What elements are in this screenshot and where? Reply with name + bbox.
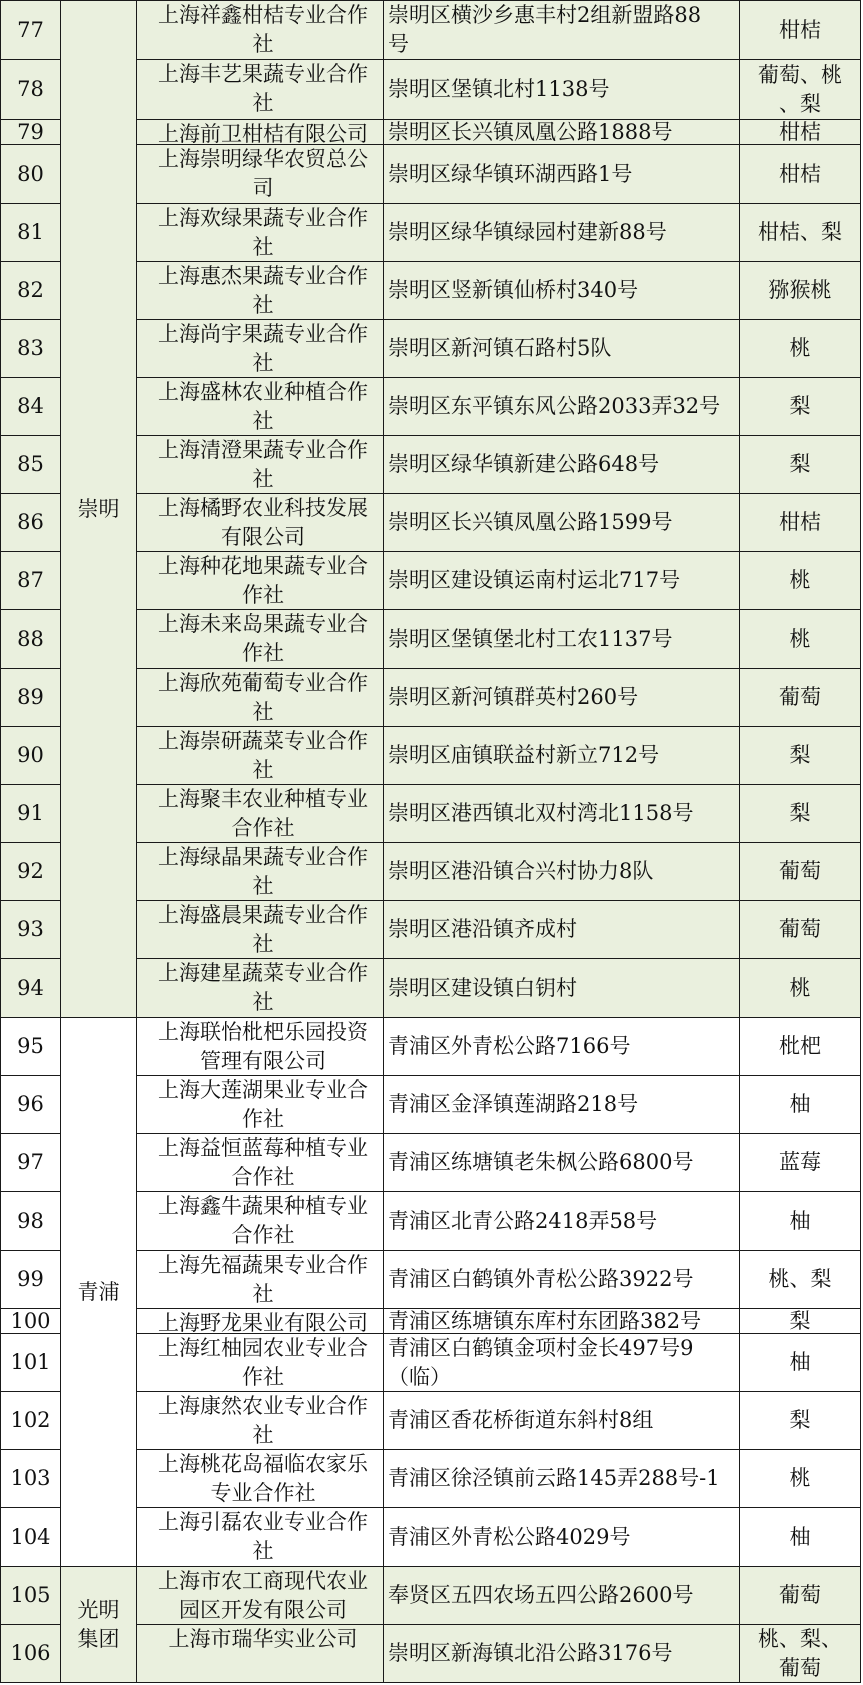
address-cell: 崇明区庙镇联益村新立712号 <box>384 727 740 785</box>
fruit-type-cell: 梨 <box>740 1309 861 1334</box>
company-name-cell: 上海欣苑葡萄专业合作 社 <box>137 669 384 727</box>
row-number: 90 <box>0 727 61 785</box>
row-number: 94 <box>0 959 61 1018</box>
fruit-type-cell: 桃 <box>740 959 861 1018</box>
fruit-type-cell: 葡萄 <box>740 901 861 959</box>
row-number: 102 <box>0 1392 61 1450</box>
row-number: 88 <box>0 610 61 669</box>
address-cell: 崇明区新河镇群英村260号 <box>384 669 740 727</box>
row-number: 84 <box>0 378 61 436</box>
fruit-type-cell: 梨 <box>740 1392 861 1450</box>
row-number: 97 <box>0 1134 61 1192</box>
address-cell: 青浦区北青公路2418弄58号 <box>384 1192 740 1251</box>
row-number: 83 <box>0 320 61 378</box>
company-name-cell: 上海前卫柑桔有限公司 <box>137 120 384 145</box>
address-cell: 崇明区竖新镇仙桥村340号 <box>384 262 740 320</box>
fruit-type-cell: 梨 <box>740 727 861 785</box>
row-number: 99 <box>0 1251 61 1309</box>
row-number: 96 <box>0 1076 61 1134</box>
fruit-type-cell: 蓝莓 <box>740 1134 861 1192</box>
address-cell: 崇明区港沿镇齐成村 <box>384 901 740 959</box>
address-cell: 崇明区绿华镇新建公路648号 <box>384 436 740 494</box>
company-name-cell: 上海大莲湖果业专业合 作社 <box>137 1076 384 1134</box>
address-cell: 崇明区绿华镇环湖西路1号 <box>384 145 740 204</box>
address-cell: 青浦区白鹤镇金项村金长497号9 （临） <box>384 1334 740 1392</box>
address-cell: 青浦区白鹤镇外青松公路3922号 <box>384 1251 740 1309</box>
address-cell: 奉贤区五四农场五四公路2600号 <box>384 1567 740 1625</box>
company-name-cell: 上海联怡枇杷乐园投资 管理有限公司 <box>137 1018 384 1076</box>
company-name-cell: 上海未来岛果蔬专业合 作社 <box>137 610 384 669</box>
row-number: 101 <box>0 1334 61 1392</box>
row-number: 92 <box>0 843 61 901</box>
address-cell: 崇明区港沿镇合兴村协力8队 <box>384 843 740 901</box>
company-name-cell: 上海桃花岛福临农家乐 专业合作社 <box>137 1450 384 1508</box>
fruit-type-cell: 葡萄 <box>740 1567 861 1625</box>
fruit-type-cell: 梨 <box>740 436 861 494</box>
fruit-type-cell: 柑桔 <box>740 494 861 552</box>
company-name-cell: 上海市瑞华实业公司 <box>137 1625 384 1683</box>
region-cell: 光明 集团 <box>61 1567 137 1683</box>
fruit-type-cell: 柚 <box>740 1508 861 1567</box>
company-name-cell: 上海红柚园农业专业合 作社 <box>137 1334 384 1392</box>
company-name-cell: 上海清澄果蔬专业合作 社 <box>137 436 384 494</box>
fruit-type-cell: 柚 <box>740 1076 861 1134</box>
address-cell: 崇明区建设镇白钥村 <box>384 959 740 1018</box>
company-name-cell: 上海聚丰农业种植专业 合作社 <box>137 785 384 843</box>
company-name-cell: 上海绿晶果蔬专业合作 社 <box>137 843 384 901</box>
fruit-type-cell: 桃 <box>740 610 861 669</box>
company-name-cell: 上海种花地果蔬专业合 作社 <box>137 552 384 610</box>
company-name-cell: 上海康然农业专业合作 社 <box>137 1392 384 1450</box>
row-number: 89 <box>0 669 61 727</box>
address-cell: 青浦区外青松公路7166号 <box>384 1018 740 1076</box>
company-name-cell: 上海橘野农业科技发展 有限公司 <box>137 494 384 552</box>
row-number: 79 <box>0 120 61 145</box>
company-name-cell: 上海市农工商现代农业 园区开发有限公司 <box>137 1567 384 1625</box>
fruit-type-cell: 桃、梨、 葡萄 <box>740 1625 861 1683</box>
row-number: 87 <box>0 552 61 610</box>
row-number: 80 <box>0 145 61 204</box>
row-number: 98 <box>0 1192 61 1251</box>
company-name-cell: 上海崇研蔬菜专业合作 社 <box>137 727 384 785</box>
fruit-type-cell: 梨 <box>740 378 861 436</box>
fruit-type-cell: 桃 <box>740 552 861 610</box>
address-cell: 青浦区练塘镇东库村东团路382号 <box>384 1309 740 1334</box>
address-cell: 崇明区绿华镇绿园村建新88号 <box>384 204 740 262</box>
fruit-type-cell: 葡萄、桃 、梨 <box>740 60 861 120</box>
row-number: 93 <box>0 901 61 959</box>
address-cell: 崇明区堡镇北村1138号 <box>384 60 740 120</box>
company-name-cell: 上海盛林农业种植合作 社 <box>137 378 384 436</box>
company-name-cell: 上海盛晨果蔬专业合作 社 <box>137 901 384 959</box>
row-number: 81 <box>0 204 61 262</box>
fruit-type-cell: 柑桔、梨 <box>740 204 861 262</box>
company-name-cell: 上海建星蔬菜专业合作 社 <box>137 959 384 1018</box>
row-number: 85 <box>0 436 61 494</box>
company-name-cell: 上海欢绿果蔬专业合作 社 <box>137 204 384 262</box>
row-number: 78 <box>0 60 61 120</box>
fruit-type-cell: 柑桔 <box>740 0 861 60</box>
address-cell: 崇明区建设镇运南村运北717号 <box>384 552 740 610</box>
row-number: 91 <box>0 785 61 843</box>
fruit-type-cell: 枇杷 <box>740 1018 861 1076</box>
address-cell: 青浦区徐泾镇前云路145弄288号-1 <box>384 1450 740 1508</box>
row-number: 104 <box>0 1508 61 1567</box>
fruit-type-cell: 柚 <box>740 1192 861 1251</box>
address-cell: 青浦区金泽镇莲湖路218号 <box>384 1076 740 1134</box>
company-name-cell: 上海尚宇果蔬专业合作 社 <box>137 320 384 378</box>
row-number: 100 <box>0 1309 61 1334</box>
fruit-type-cell: 柚 <box>740 1334 861 1392</box>
row-number: 106 <box>0 1625 61 1683</box>
fruit-type-cell: 柑桔 <box>740 145 861 204</box>
region-cell: 崇明 <box>61 0 137 1018</box>
address-cell: 崇明区新河镇石路村5队 <box>384 320 740 378</box>
address-cell: 青浦区外青松公路4029号 <box>384 1508 740 1567</box>
row-number: 103 <box>0 1450 61 1508</box>
address-cell: 青浦区香花桥街道东斜村8组 <box>384 1392 740 1450</box>
address-cell: 青浦区练塘镇老朱枫公路6800号 <box>384 1134 740 1192</box>
address-cell: 崇明区长兴镇凤凰公路1888号 <box>384 120 740 145</box>
company-name-cell: 上海丰艺果蔬专业合作 社 <box>137 60 384 120</box>
row-number: 95 <box>0 1018 61 1076</box>
address-cell: 崇明区东平镇东风公路2033弄32号 <box>384 378 740 436</box>
company-name-cell: 上海引磊农业专业合作 社 <box>137 1508 384 1567</box>
fruit-type-cell: 葡萄 <box>740 843 861 901</box>
address-cell: 崇明区横沙乡惠丰村2组新盟路88 号 <box>384 0 740 60</box>
company-name-cell: 上海鑫牛蔬果种植专业 合作社 <box>137 1192 384 1251</box>
fruit-type-cell: 梨 <box>740 785 861 843</box>
company-name-cell: 上海先福蔬果专业合作 社 <box>137 1251 384 1309</box>
fruit-type-cell: 桃 <box>740 320 861 378</box>
company-name-cell: 上海益恒蓝莓种植专业 合作社 <box>137 1134 384 1192</box>
row-number: 77 <box>0 0 61 60</box>
row-number: 82 <box>0 262 61 320</box>
fruit-type-cell: 桃 <box>740 1450 861 1508</box>
address-cell: 崇明区新海镇北沿公路3176号 <box>384 1625 740 1683</box>
company-name-cell: 上海崇明绿华农贸总公 司 <box>137 145 384 204</box>
company-name-cell: 上海祥鑫柑桔专业合作 社 <box>137 0 384 60</box>
address-cell: 崇明区堡镇堡北村工农1137号 <box>384 610 740 669</box>
fruit-type-cell: 柑桔 <box>740 120 861 145</box>
row-number: 105 <box>0 1567 61 1625</box>
row-number: 86 <box>0 494 61 552</box>
fruit-type-cell: 桃、梨 <box>740 1251 861 1309</box>
company-name-cell: 上海野龙果业有限公司 <box>137 1309 384 1334</box>
fruit-type-cell: 猕猴桃 <box>740 262 861 320</box>
company-name-cell: 上海惠杰果蔬专业合作 社 <box>137 262 384 320</box>
fruit-type-cell: 葡萄 <box>740 669 861 727</box>
address-cell: 崇明区长兴镇凤凰公路1599号 <box>384 494 740 552</box>
address-cell: 崇明区港西镇北双村湾北1158号 <box>384 785 740 843</box>
region-cell: 青浦 <box>61 1018 137 1567</box>
